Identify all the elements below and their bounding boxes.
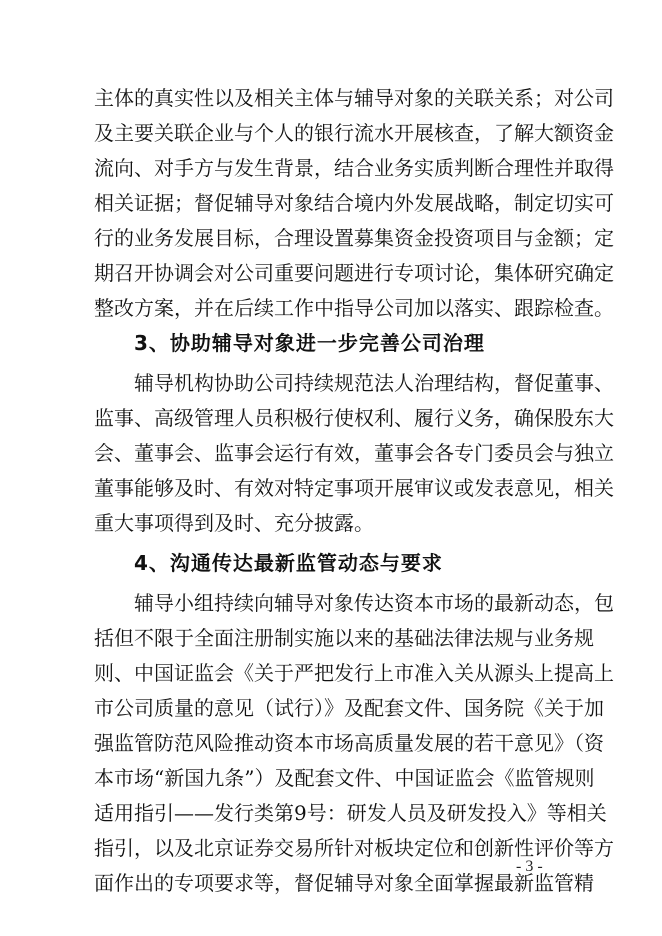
section-heading-4: 4、沟通传达最新监管动态与要求: [134, 551, 443, 575]
paragraph-line: 重大事项得到及时、充分披露。: [94, 511, 374, 535]
paragraph-line: 指引，以及北京证券交易所针对板块定位和创新性评价等方: [94, 836, 614, 860]
paragraph-line: 流向、对手方与发生背景，结合业务实质判断合理性并取得: [94, 156, 614, 180]
paragraph-line: 相关证据；督促辅导对象结合境内外发展战略，制定切实可: [94, 191, 614, 215]
paragraph-line: 辅导小组持续向辅导对象传达资本市场的最新动态，包: [134, 591, 614, 615]
paragraph-line: 则、中国证监会《关于严把发行上市准入关从源头上提高上: [94, 661, 614, 685]
paragraph-line: 辅导机构协助公司持续规范法人治理结构，督促董事、: [134, 371, 614, 395]
paragraph-line: 及主要关联企业与个人的银行流水开展核查，了解大额资金: [94, 121, 614, 145]
paragraph-line: 董事能够及时、有效对特定事项开展审议或发表意见，相关: [94, 476, 614, 500]
paragraph-line: 面作出的专项要求等，督促辅导对象全面掌握最新监管精: [94, 871, 594, 895]
paragraph-line: 主体的真实性以及相关主体与辅导对象的关联关系；对公司: [94, 86, 614, 110]
paragraph-line: 会、董事会、监事会运行有效，董事会各专门委员会与独立: [94, 441, 614, 465]
paragraph-line: 括但不限于全面注册制实施以来的基础法律法规与业务规: [94, 626, 594, 650]
section-heading-3: 3、协助辅导对象进一步完善公司治理: [134, 331, 485, 355]
paragraph-line: 市公司质量的意见（试行）》及配套文件、国务院《关于加: [94, 696, 604, 720]
paragraph-line: 强监管防范风险推动资本市场高质量发展的若干意见》（资: [94, 731, 604, 755]
paragraph-line: 本市场“新国九条”）及配套文件、中国证监会《监管规则: [94, 766, 595, 790]
paragraph-line: 行的业务发展目标，合理设置募集资金投资项目与金额；定: [94, 226, 614, 250]
paragraph-line: 期召开协调会对公司重要问题进行专项讨论，集体研究确定: [94, 261, 614, 285]
page-number: - 3 -: [516, 858, 543, 875]
paragraph-line: 适用指引——发行类第9号：研发人员及研发投入》等相关: [94, 801, 607, 825]
paragraph-line: 整改方案，并在后续工作中指导公司加以落实、跟踪检查。: [94, 296, 614, 320]
paragraph-line: 监事、高级管理人员积极行使权利、履行义务，确保股东大: [94, 406, 614, 430]
